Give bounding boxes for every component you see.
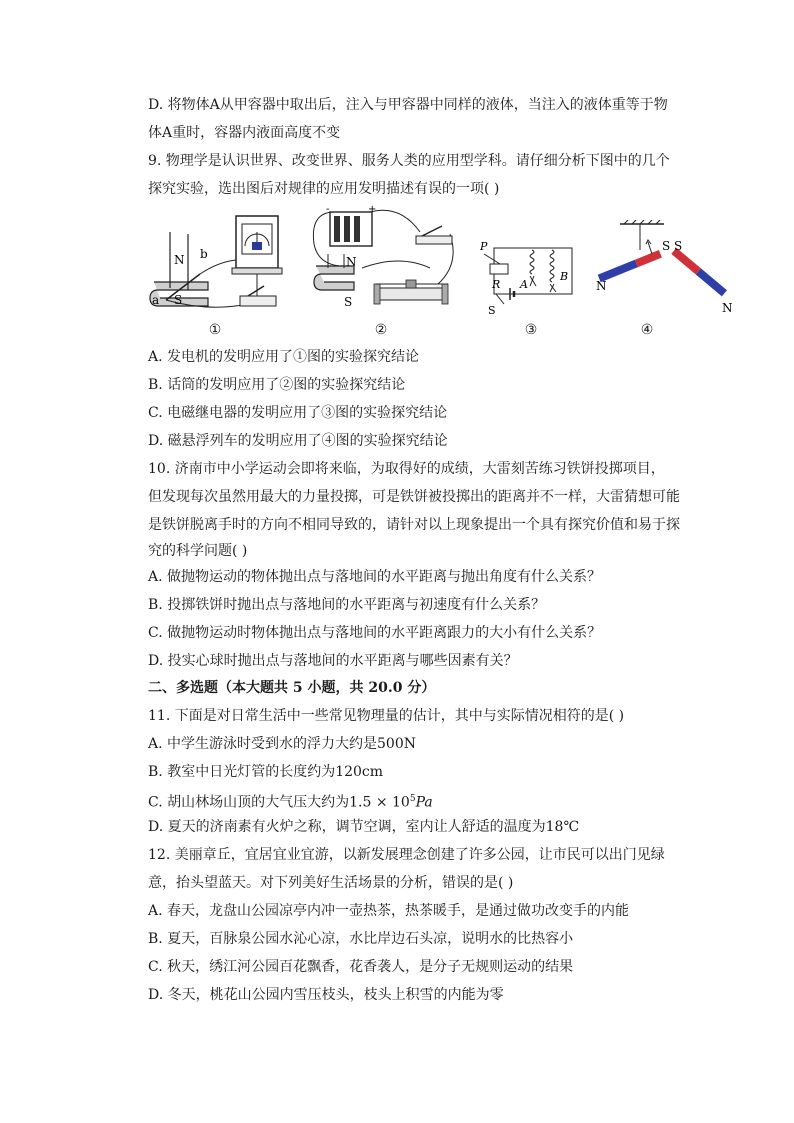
q11-option-a: A. 中学生游泳时受到水的浮力大约是500N (148, 736, 416, 752)
q11-stem: 11. 下面是对日常生活中一些常见物理量的估计，其中与实际情况相符的是( ) (148, 708, 625, 724)
q9-option-b: B. 话筒的发明应用了②图的实验探究结论 (148, 377, 406, 393)
q11-option-c-exponent: 5 (409, 794, 416, 804)
q12-option-a: A. 春天，龙盘山公园凉亭内冲一壶热茶，热茶暖手，是通过做功改变手的内能 (148, 903, 630, 919)
q12-option-c: C. 秋天，绣江河公园百花飘香，花香袭人，是分子无规则运动的结果 (148, 959, 574, 975)
figure-2-motor-experiment (310, 204, 460, 338)
q10-option-c: C. 做抛物运动时物体抛出点与落地间的水平距离跟力的大小有什么关系？ (148, 625, 602, 641)
q10-option-a: A. 做抛物运动的物体抛出点与落地间的水平距离与抛出角度有什么关系？ (148, 569, 602, 585)
fig1-label-n: N (174, 253, 185, 267)
q9-option-d: D. 磁悬浮列车的发明应用了④图的实验探究结论 (148, 433, 448, 449)
q12-option-d: D. 冬天，桃花山公园内雪压枝头，枝头上积雪的内能为零 (148, 987, 504, 1003)
figure-2-label: ② (374, 322, 388, 338)
fig3-label-p: P (480, 240, 488, 253)
q12-stem-line2: 意，抬头望蓝天。对下列美好生活场景的分析，错误的是( ) (148, 875, 514, 891)
q11-option-c (148, 789, 433, 813)
fig4-label-n-right: N (722, 301, 733, 315)
fig3-label-r: R (492, 278, 501, 291)
fig3-label-b: B (560, 270, 569, 283)
fig3-label-a: A (520, 278, 528, 291)
q9-option-a: A. 发电机的发明应用了①图的实验探究结论 (148, 349, 420, 365)
q10-stem-line4: 究的科学问题( ) (148, 543, 248, 559)
q10-stem-line3: 是铁饼脱离手时的方向不相同导致的，请针对以上现象提出一个具有探究价值和易于探 (148, 517, 680, 533)
figure-3-electromagnet-circuit (480, 240, 580, 338)
q11-option-b: B. 教室中日光灯管的长度约为120cm (148, 764, 384, 780)
figure-4-label: ④ (640, 322, 654, 338)
fig4-label-s-right: S (674, 239, 683, 253)
fig4-label-n-left: N (596, 279, 607, 293)
figure-4-drawing (596, 220, 736, 316)
figure-4-magnet-repulsion (596, 220, 736, 338)
q11-option-c-unit: Pa (415, 794, 433, 811)
fig1-label-s: S (174, 293, 183, 307)
q8-option-d-line1: D. 将物体A从甲容器中取出后，注入与甲容器中同样的液体，当注入的液体重等于物 (148, 97, 668, 113)
section-multiple-choice-title: 二、多选题（本大题共 5 小题，共 20.0 分） (148, 680, 436, 696)
fig1-label-a: a (152, 293, 160, 307)
q9-option-c: C. 电磁继电器的发明应用了③图的实验探究结论 (148, 405, 448, 421)
q9-stem-line1: 9. 物理学是认识世界、改变世界、服务人类的应用型学科。请仔细分析下图中的几个 (148, 153, 670, 169)
figure-3-label: ③ (524, 322, 538, 338)
figure-1-label: ① (208, 322, 222, 338)
q10-stem-line2: 但发现每次虽然用最大的力量投掷，可是铁饼被投掷出的距离并不一样，大雷猜想可能 (148, 489, 680, 505)
figure-1-drawing (148, 212, 288, 312)
q9-stem-line2: 探究实验，选出图后对规律的应用发明描述有误的一项( ) (148, 181, 500, 197)
svg-text:+: + (368, 204, 377, 215)
q12-stem-line1: 12. 美丽章丘，宜居宜业宜游，以新发展理念创建了许多公园，让市民可以出门见绿 (148, 847, 665, 863)
q8-option-d-line2: 体A重时，容器内液面高度不变 (148, 125, 341, 141)
q12-option-b: B. 夏天，百脉泉公园水沁心凉，水比岸边石头凉，说明水的比热容小 (148, 931, 574, 947)
figure-1-electromagnetic-induction (148, 212, 288, 338)
fig4-label-s-left: S (662, 239, 671, 253)
figure-2-drawing (310, 204, 460, 314)
fig2-label-n: N (346, 255, 357, 269)
q9-figures (148, 204, 748, 346)
figure-3-drawing (480, 240, 580, 316)
svg-text:-: - (326, 204, 330, 215)
q10-option-b: B. 投掷铁饼时抛出点与落地间的水平距离与初速度有什么关系？ (148, 597, 546, 613)
q10-option-d: D. 投实心球时抛出点与落地间的水平距离与哪些因素有关？ (148, 653, 518, 669)
q11-option-d: D. 夏天的济南素有火炉之称，调节空调，室内让人舒适的温度为18℃ (148, 819, 580, 835)
fig2-label-s: S (344, 295, 353, 309)
fig3-label-s: S (488, 304, 496, 316)
fig1-label-b: b (200, 247, 208, 261)
q11-option-c-text: C. 胡山林场山顶的大气压大约为1.5 × 10 (148, 794, 410, 811)
q10-stem-line1: 10. 济南市中小学运动会即将来临，为取得好的成绩，大雷刻苦练习铁饼投掷项目， (148, 461, 665, 477)
